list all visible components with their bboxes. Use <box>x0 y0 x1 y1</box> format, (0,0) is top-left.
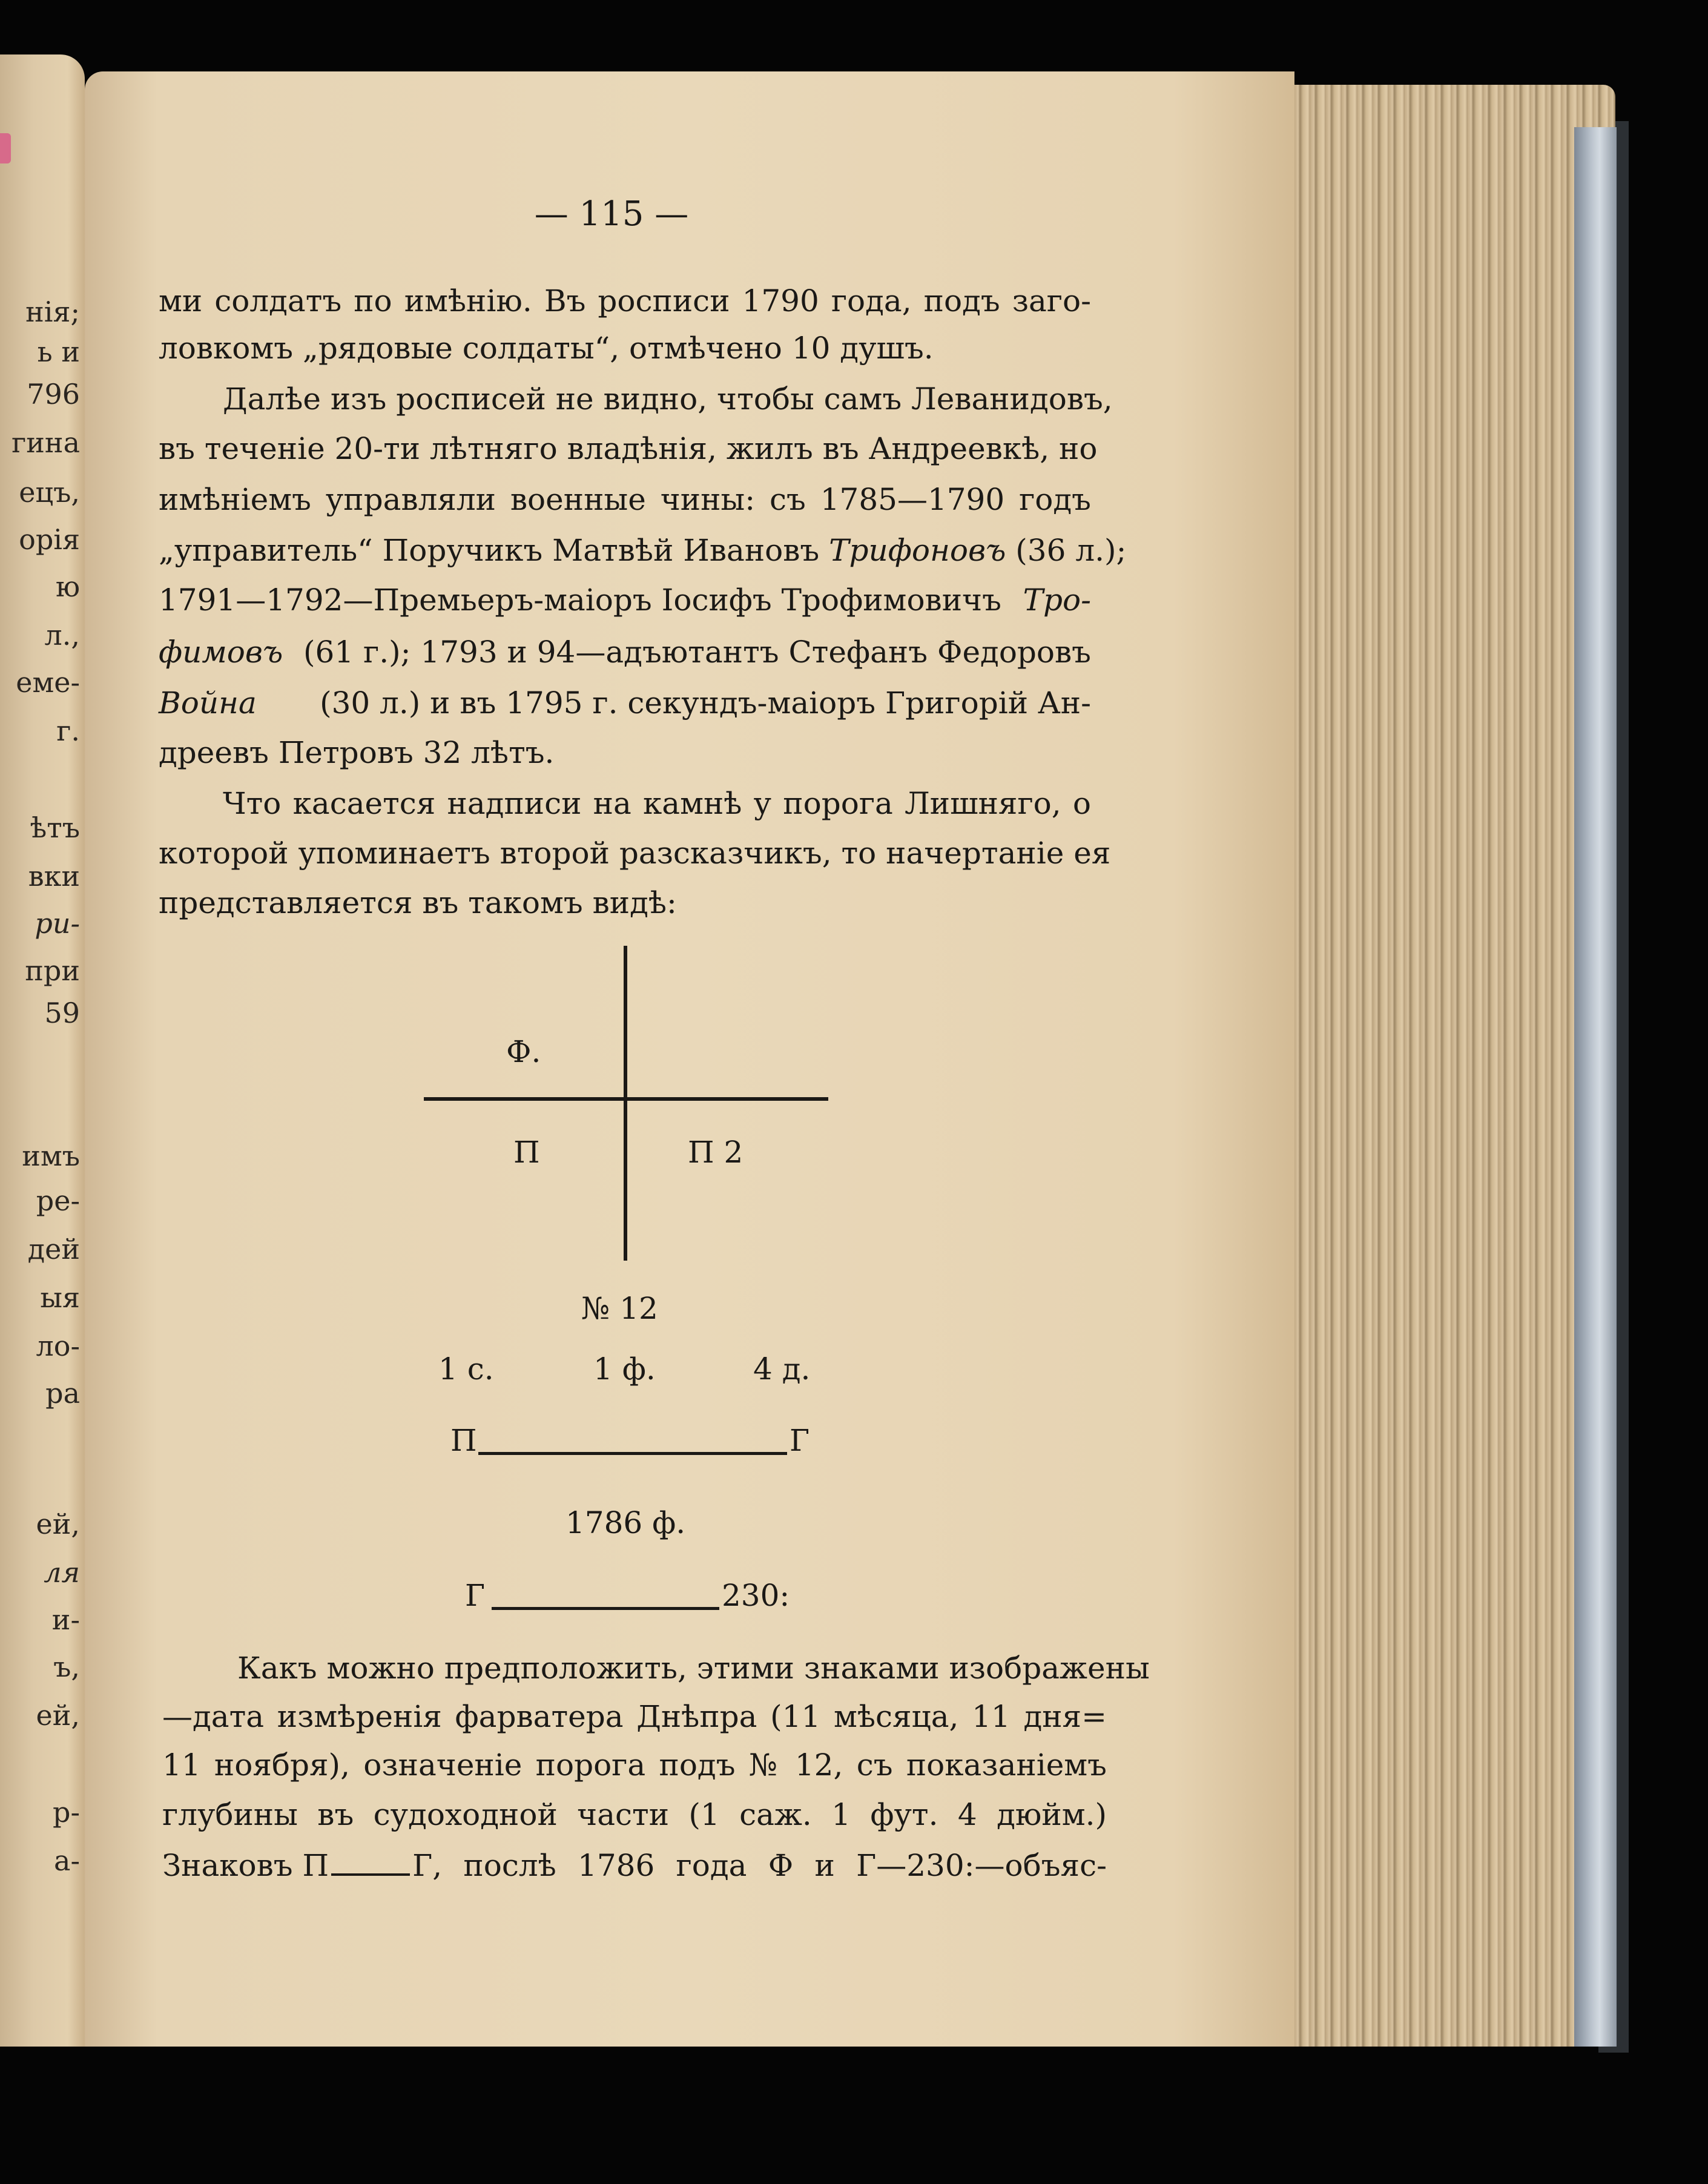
left-page-fragment: орія <box>19 523 80 556</box>
book-cover-edge <box>1574 127 1617 2047</box>
paragraph-line: ловкомъ „рядовые солдаты“, отмѣчено 10 душъ. <box>159 331 934 366</box>
paragraph-line <box>159 635 1091 670</box>
left-page-fragment: ри- <box>35 907 80 940</box>
paragraph-line <box>159 533 1127 568</box>
left-page-fragment: при <box>25 954 80 987</box>
paragraph-line: въ теченіе 20-ти лѣтняго владѣнія, жилъ въ Андреевкѣ, но <box>159 431 1098 466</box>
inscription-underline <box>478 1452 787 1455</box>
paragraph-line <box>162 1849 1107 1881</box>
left-page-fragment: нія; <box>25 295 80 328</box>
left-page-fragment: ѣтъ <box>30 811 80 844</box>
text-run: (30 л.) и въ 1795 г. секундъ-маіоръ Григорій Ан- <box>310 685 1091 721</box>
left-page-fragment: ре- <box>36 1184 80 1217</box>
inscription-mark-g: Г <box>465 1578 486 1613</box>
paragraph-line: которой упоминаетъ второй разсказчикъ, то начертаніе ея <box>159 836 1111 871</box>
left-page-fragment: еме- <box>16 666 80 699</box>
paragraph-line: Что касается надписи на камнѣ у порога Лишняго, о <box>223 786 1091 821</box>
left-page-fragment: имъ <box>22 1140 80 1172</box>
left-page-fragment: ля <box>44 1556 80 1589</box>
paragraph-line: представляется въ такомъ видѣ: <box>159 885 677 920</box>
text-run: Знаковъ П <box>162 1848 329 1883</box>
inscription-vertical-line <box>624 946 627 1261</box>
left-page-fragment: ей, <box>36 1699 80 1732</box>
left-page-fragment: ецъ, <box>19 476 80 509</box>
inscription-number: № 12 <box>581 1291 658 1326</box>
left-page-fragment: 796 <box>27 378 80 411</box>
surname-italic: Тро- <box>1023 582 1091 618</box>
page-stack-fore-edge <box>1294 85 1615 2047</box>
inscription-mark-p: П <box>450 1423 477 1458</box>
inscription-mark-g: Г <box>790 1423 810 1458</box>
paragraph-line: дреевъ Петровъ 32 лѣтъ. <box>159 735 555 770</box>
inscription-depth-sazhen: 1 с. <box>438 1351 494 1387</box>
left-page-fragment: ыя <box>40 1281 80 1314</box>
inline-underline <box>331 1849 410 1876</box>
inscription-mark-p: П <box>513 1135 540 1170</box>
paragraph-line: ми солдатъ по имѣнію. Въ росписи 1790 года, подъ заго- <box>159 283 1091 318</box>
paragraph-line: Какъ можно предположить, этими знаками изображены <box>237 1651 1150 1686</box>
inscription-depth-duim: 4 д. <box>753 1351 811 1387</box>
left-page-fragment: ь и <box>37 335 80 368</box>
text-run: (36 л.); <box>1006 533 1127 568</box>
text-run: „управитель“ Поручикъ Матвѣй Ивановъ <box>159 533 829 568</box>
inscription-depth-fut: 1 ф. <box>593 1351 656 1387</box>
bookmark-tab <box>0 133 11 163</box>
left-page-fragment: дей <box>27 1233 80 1265</box>
left-page <box>0 54 85 2047</box>
left-page-fragment: 59 <box>44 997 80 1029</box>
paragraph-line: Далѣе изъ росписей не видно, чтобы самъ Леванидовъ, <box>223 381 1113 417</box>
paragraph-line: имѣніемъ управляли военные чины: съ 1785—1790 годъ <box>159 482 1091 517</box>
inscription-year: 1786 ф. <box>565 1505 686 1540</box>
left-page-fragment: ей, <box>36 1508 80 1540</box>
paragraph-line: 11 ноября), означеніе порога подъ № 12, съ показаніемъ <box>162 1747 1107 1783</box>
left-page-fragment: ло- <box>36 1330 80 1362</box>
left-page-fragment: ъ, <box>53 1651 80 1683</box>
left-page-fragment: ю <box>55 570 80 603</box>
left-page-fragment: гина <box>12 426 80 459</box>
surname-italic: фимовъ <box>159 635 283 670</box>
text-run: Г, послѣ 1786 года Ф и Г—230:—объяс- <box>412 1848 1107 1883</box>
surname-italic: Война <box>159 685 257 721</box>
left-page-fragment: р- <box>53 1796 80 1829</box>
left-page-fragment: а- <box>54 1844 80 1877</box>
left-page-fragment: ра <box>45 1377 80 1410</box>
text-run: 1791—1792—Премьеръ-маіоръ Іосифъ Трофимовичъ <box>159 582 1011 618</box>
surname-italic: Трифоновъ <box>829 533 1006 568</box>
paragraph-line <box>159 685 1091 721</box>
inscription-mark-f: Ф. <box>506 1034 541 1069</box>
left-page-fragment: л., <box>44 619 80 652</box>
paragraph-line: глубины въ судоходной части (1 саж. 1 фут. 4 дюйм.) <box>162 1797 1107 1832</box>
inscription-underline <box>492 1607 719 1610</box>
left-page-fragment: вки <box>28 860 80 892</box>
left-page-fragment: и- <box>51 1603 80 1636</box>
page-number: — 115 — <box>534 194 689 234</box>
inscription-mark-p2: П 2 <box>688 1135 744 1170</box>
paragraph-line <box>159 582 1091 618</box>
inscription-value: 230: <box>722 1578 790 1613</box>
left-page-fragment: г. <box>56 714 80 747</box>
paragraph-line: —дата измѣренія фарватера Днѣпра (11 мѣсяца, 11 дня= <box>162 1699 1107 1734</box>
inscription-horizontal-line <box>424 1097 828 1101</box>
text-run: (61 г.); 1793 и 94—адъютантъ Стефанъ Федоровъ <box>294 635 1091 670</box>
